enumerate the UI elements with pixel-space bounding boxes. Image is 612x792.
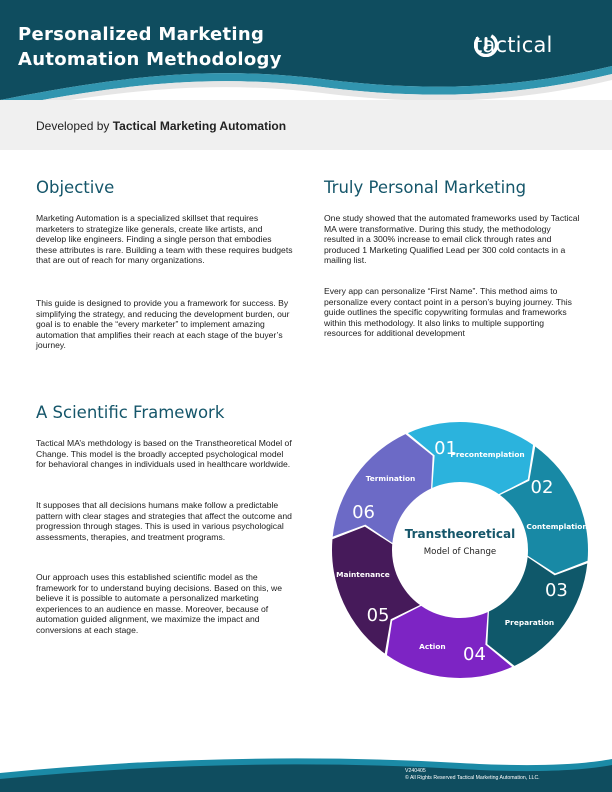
personal-heading: Truly Personal Marketing <box>324 178 527 197</box>
tactical-logo-icon <box>474 33 498 57</box>
stage-05-number: 05 <box>366 605 390 627</box>
stage-01-number: 01 <box>434 438 457 460</box>
footer-rights: © All Rights Reserved Tactical Marketing Automation, LLC. <box>405 775 540 781</box>
logo-text: tactical <box>474 33 553 57</box>
stage-04-label: Action <box>419 642 446 652</box>
framework-heading: A Scientific Framework <box>36 403 225 422</box>
objective-heading: Objective <box>36 178 115 197</box>
center-title: Transtheoretical <box>404 527 516 541</box>
stage-03-number: 03 <box>544 579 568 601</box>
stage-06-label: Termination <box>365 474 416 484</box>
personal-paragraph-2: Every app can personalize “First Name”. This method aims to personalize every contact point in a person’s buying journey. This guide outlines the specific copywriting formulas and frameworks within this methodology. It also links to multiple supporting resources for additional development <box>324 286 572 339</box>
footer-text <box>405 768 540 782</box>
stage-02-number: 02 <box>530 476 554 498</box>
stage-04-number: 04 <box>463 643 486 665</box>
center-subtitle: Model of Change <box>423 547 497 557</box>
objective-paragraph-2: This guide is designed to provide you a framework for success. By simplifying the strategy, and reducing the development burden, our goal is to enable the “every marketer” to implement amazing automation that amplifies their reach at each stage of the buyer’s journey. <box>36 298 290 351</box>
header-banner <box>0 0 612 112</box>
stage-02-label: Contemplation <box>526 521 588 531</box>
framework-paragraph-3: Our approach uses this established scientific model as the framework for to understand buying decisions. Based on this, we believe it is possible to automate a personalized marketing experiences to an audience en masse. Moreover, because of automation guided alignment, we maximize the impact and conversions at each stage. <box>36 572 283 635</box>
developed-by-text: Developed by Tactical Marketing Automation <box>36 119 287 133</box>
page-title: Personalized Marketing Automation Methodology <box>18 24 282 70</box>
framework-paragraph-2: It supposes that all decisions humans make follow a predictable pattern with clear stages and strategies that affect the outcome and progression through stages. This is used in various psychological assessments, therapies, and treatment programs. <box>36 500 292 542</box>
stage-03-label: Preparation <box>504 617 555 627</box>
company-name: Tactical Marketing Automation <box>112 119 287 133</box>
tactical-logo <box>474 33 553 57</box>
stage-05-label: Maintenance <box>336 570 390 580</box>
personal-paragraph-1: One study showed that the automated frameworks used by Tactical MA were transformative. During this study, the methodology resulted in a 300% increase to email click through rates and produced 1 Marketing Qualified Lead per 300 cold contacts in a mailing list. <box>324 213 580 266</box>
objective-paragraph-1: Marketing Automation is a specialized skillset that requires marketers to strategize like generals, create like artists, and develop like engineers. Finding a single person that embodies these attributes is rare. Building a team with these requires budgets that are out of reach for many organizations. <box>36 213 293 266</box>
stage-01-label: Precontemplation <box>450 449 525 459</box>
stage-06-number: 06 <box>352 502 376 524</box>
transtheoretical-cycle-diagram <box>310 418 610 688</box>
footer-code: V240405 <box>405 768 426 774</box>
framework-paragraph-1: Tactical MA’s methdology is based on the Transtheoretical Model of Change. This model is the broadly accepted psychological model for behavioral changes in individuals used in healthcare worldwide. <box>36 438 292 470</box>
